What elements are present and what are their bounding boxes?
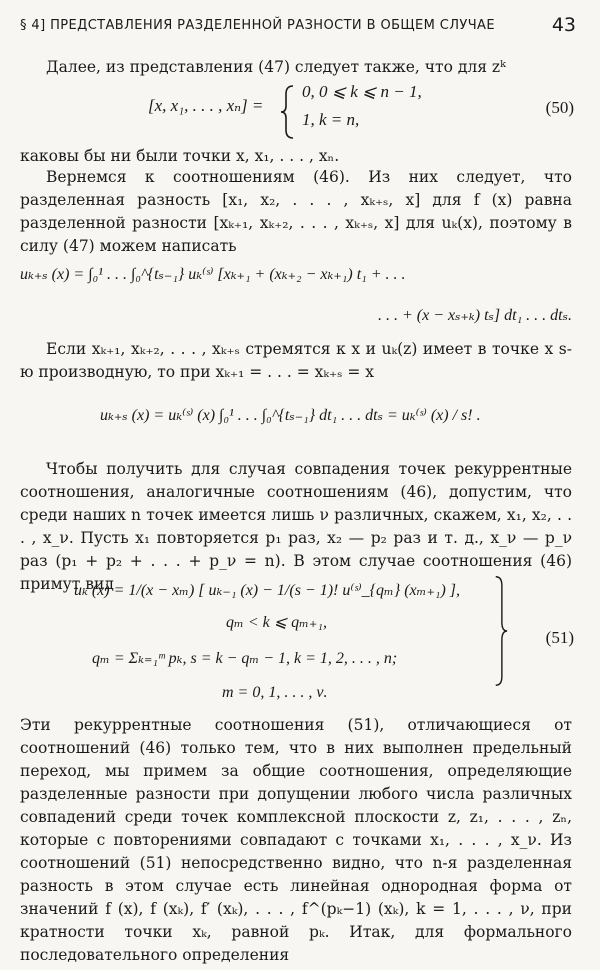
left-brace-icon <box>280 84 296 140</box>
eq50-case-2: 1, k = n, <box>302 110 360 129</box>
eq51-number: (51) <box>545 628 574 647</box>
equation-integral-2: uₖ₊ₛ (x) = uₖ⁽ˢ⁾ (x) ∫₀¹ . . . ∫₀^{tₛ₋₁} dt₁ . . . dtₛ = uₖ⁽ˢ⁾ (x) / s! . <box>100 407 481 424</box>
paragraph-3: Вернемся к соотношениям (46). Из них следует, что разделенная разность [x₁, x₂, . . . , xₖ₊ₛ, x] для f (x) равна разделенной разности [xₖ₊₁, xₖ₊₂, . . . , xₖ₊ₛ, x] для uₖ(x), поэтому в силу (47) можем написать <box>20 168 572 255</box>
eq50-lhs: [x, x₁, . . . , xₙ] = <box>148 96 264 115</box>
eq50-number: (50) <box>545 98 574 117</box>
eq51-line-3: qₘ = Σₖ₌₁ᵐ pₖ, s = k − qₘ − 1, k = 1, 2, . . . , n; <box>92 650 398 667</box>
section-title: § 4] ПРЕДСТАВЛЕНИЯ РАЗДЕЛЕННОЙ РАЗНОСТИ В ОБЩЕМ СЛУЧАЕ <box>20 18 495 33</box>
paragraph-1: Далее, из представления (47) следует также, что для zᵏ <box>46 58 506 76</box>
eq51-line-1: uₖ (x) = 1/(x − xₘ) [ uₖ₋₁ (x) − 1/(s − 1)! u⁽ˢ⁾_{qₘ} (xₘ₊₁) ], <box>74 582 461 599</box>
eq50-case-1: 0, 0 ⩽ k ⩽ n − 1, <box>302 82 422 101</box>
integral-1-line-1: uₖ₊ₛ (x) = ∫₀¹ . . . ∫₀^{tₛ₋₁} uₖ⁽ˢ⁾ [xₖ₊₁ + (xₖ₊₂ − xₖ₊₁) t₁ + . . . <box>20 266 406 283</box>
paragraph-5: Чтобы получить для случая совпадения точек рекуррентные соотношения, аналогичные соотношениям (46), допустим, что среди наших n точек имеется лишь ν различных, скажем, x₁, x₂, . . . , x_ν. Пусть x₁ повторяется p₁ раз, x₂ — p₂ раз и т. д., x_ν — p_ν раз (p₁ + p₂ + . . . + p_ν = n). В этом случае соотношения (46) примут вид <box>20 460 572 593</box>
paragraph-4: Если xₖ₊₁, xₖ₊₂, . . . , xₖ₊ₛ стремятся к x и uₖ(z) имеет в точке x s-ю производную, то при xₖ₊₁ = . . . = xₖ₊ₛ = x <box>20 340 572 381</box>
integral-1-line-2: . . . + (x − xₛ₊ₖ) tₛ] dt₁ . . . dtₛ. <box>377 307 572 324</box>
paragraph-6: Эти рекуррентные соотношения (51), отличающиеся от соотношений (46) только тем, что в них выполнен предельный переход, мы примем за общие соотношения, определяющие разделенные разности при допущении любого числа различных совпадений среди точек комплексной плоскости z, z₁, . . . , zₙ, которые с повторениями совпадают с точками x₁, . . . , x_ν. Из соотношений (51) непосредственно видно, что n-я разделенная разность в этом случае есть линейная однородная форма от значений f (x), f (xₖ), f′ (xₖ), . . . , f^(pₖ−1) (xₖ), k = 1, . . . , ν, при кратности точки xₖ, равной pₖ. Итак, для формального последовательного определения <box>20 716 572 964</box>
eq51-line-2: qₘ < k ⩽ qₘ₊₁, <box>226 614 327 631</box>
running-header <box>20 14 576 42</box>
paragraph-2: каковы бы ни были точки x, x₁, . . . , xₙ. <box>20 147 340 165</box>
page-number: 43 <box>551 14 576 36</box>
eq51-line-4: m = 0, 1, . . . , ν. <box>222 684 328 701</box>
right-brace-icon <box>494 572 508 690</box>
